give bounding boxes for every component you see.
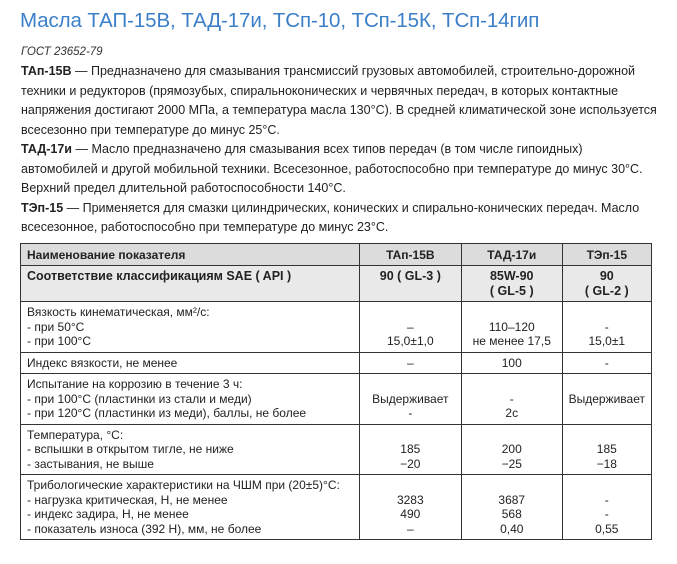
cell-tap15v (359, 352, 461, 374)
cell-line: ( GL-2 ) (584, 283, 629, 298)
cell-line: 185 (596, 442, 617, 456)
header-tap15v: ТАп-15В (359, 244, 461, 266)
cell-line: - нагрузка критическая, Н, не менее (27, 492, 228, 507)
header-tad17i: ТАД-17и (461, 244, 562, 266)
cell-line: Трибологические характеристики на ЧШМ при (20±5)°С: (27, 478, 340, 492)
cell-tap15v (359, 424, 461, 475)
cell-tep15 (562, 302, 651, 353)
cell-line: - (604, 507, 609, 521)
cell-line: - при 100°С (27, 334, 92, 348)
cell-line: −20 (400, 456, 421, 471)
properties-table (20, 243, 652, 540)
cell-tad17i (461, 374, 562, 425)
cell-line: - индекс задира, Н, не менее (27, 507, 189, 521)
cell-line: Испытание на коррозию в течение 3 ч: (27, 377, 243, 391)
cell-line: - (509, 391, 514, 406)
cell-line: 490 (400, 507, 421, 521)
cell-line: 200 (501, 442, 522, 456)
descriptions (21, 62, 661, 238)
description-tad17i (21, 140, 661, 199)
description-tep15 (21, 199, 661, 238)
cell-tad17i (461, 424, 562, 475)
cell-line: 3283 (396, 492, 424, 507)
cell-line: 2с (505, 406, 519, 420)
cell-line: 90 (599, 269, 614, 283)
cell-line: Температура, °С: (27, 427, 124, 442)
cell-line: - (604, 319, 609, 334)
cell-line: – (406, 355, 414, 370)
cell-tap15v (359, 266, 461, 302)
header-tep15: ТЭп-15 (562, 244, 651, 266)
cell-line: 85W-90 (489, 269, 534, 283)
cell-line: 0,55 (595, 521, 619, 536)
oil-name: ТАД-17и (21, 142, 72, 156)
row-label: Соответствие классификациям SAE ( API ) (21, 266, 360, 302)
header-indicator: Наименование показателя (21, 244, 360, 266)
cell-line: 0,40 (500, 521, 524, 536)
cell-line: 15,0±1 (588, 334, 626, 348)
cell-line: 100 (501, 355, 522, 370)
cell-line: - при 100°С (пластинки из стали и меди) (27, 391, 252, 406)
cell-tep15 (562, 424, 651, 475)
cell-line: - (408, 406, 413, 420)
table-row (21, 266, 652, 302)
cell-line: Выдерживает (372, 391, 449, 406)
cell-line: - при 50°С (27, 319, 85, 334)
cell-line: – (406, 319, 414, 334)
table-row (21, 352, 652, 374)
table-row (21, 424, 652, 475)
cell-line: не менее 17,5 (472, 334, 551, 348)
row-label (21, 475, 360, 540)
cell-line: ( GL-5 ) (489, 283, 534, 298)
table-body (21, 266, 652, 540)
oil-name: ТАп-15В (21, 64, 72, 78)
oil-description: — Применяется для смазки цилиндрических, конических и спирально-конических передач. Масло всесезонное, работоспособно при температуре до минус 23°С. (21, 200, 640, 234)
row-label (21, 374, 360, 425)
cell-line: - показатель износа (392 Н), мм, не более (27, 521, 262, 536)
cell-tep15 (562, 374, 651, 425)
cell-line: 3687 (498, 492, 526, 507)
table-header-row (21, 244, 652, 266)
cell-line: - при 120°С (пластинки из меди), баллы, не более (27, 406, 307, 420)
oil-description: — Масло предназначено для смазывания всех типов передач (в том числе гипоидных) автомобилей и другой мобильной техники. Всесезонное, работоспособно при температуре до минус 30°С. Верхний предел длительной работоспособности 140°С. (21, 142, 643, 195)
cell-tep15 (562, 475, 651, 540)
cell-line: - (604, 355, 609, 370)
cell-line: 185 (400, 442, 421, 456)
cell-line: – (406, 521, 414, 536)
cell-line: - вспышки в открытом тигле, не ниже (27, 442, 234, 456)
cell-tap15v (359, 475, 461, 540)
cell-line: 110–120 (488, 319, 535, 334)
cell-tap15v (359, 374, 461, 425)
cell-line: 90 ( GL-3 ) (379, 269, 441, 283)
table-row (21, 302, 652, 353)
cell-tep15 (562, 266, 651, 302)
cell-line: Выдерживает (568, 391, 645, 406)
page-title: Масла ТАП-15В, ТАД-17и, ТСп-10, ТСп-15К, ТСп-14гип (20, 9, 540, 32)
cell-line: −25 (501, 456, 522, 471)
table-row (21, 475, 652, 540)
cell-line: −18 (596, 456, 617, 471)
row-label (21, 302, 360, 353)
cell-tad17i (461, 475, 562, 540)
table-row (21, 374, 652, 425)
oil-name: ТЭп-15 (21, 200, 64, 215)
cell-line (569, 406, 645, 421)
cell-line: - (604, 492, 609, 507)
cell-line: - застывания, не выше (27, 456, 154, 471)
cell-tap15v (359, 302, 461, 353)
gost-reference: ГОСТ 23652-79 (21, 46, 103, 58)
cell-tad17i (461, 266, 562, 302)
cell-tep15 (562, 352, 651, 374)
cell-tad17i (461, 302, 562, 353)
cell-tad17i (461, 352, 562, 374)
cell-line: Индекс вязкости, не менее (27, 355, 178, 370)
cell-line: Вязкость кинематическая, мм²/с: (27, 305, 210, 319)
row-label (21, 424, 360, 475)
description-tap15v (21, 62, 661, 140)
row-label (21, 352, 360, 374)
oil-description: — Предназначено для смазывания трансмиссий грузовых автомобилей, строительно-дорожной техники и редукторов (прямозубых, спиральноконических и червячных передач, в которых контактные напряжения достигают 2000 МПа, а температура масла 130°С). В средней климатической зоне используется всесезонно при температуре до минус 25°С. (21, 64, 657, 137)
cell-line: 568 (501, 507, 522, 521)
cell-line: 15,0±1,0 (387, 334, 434, 348)
